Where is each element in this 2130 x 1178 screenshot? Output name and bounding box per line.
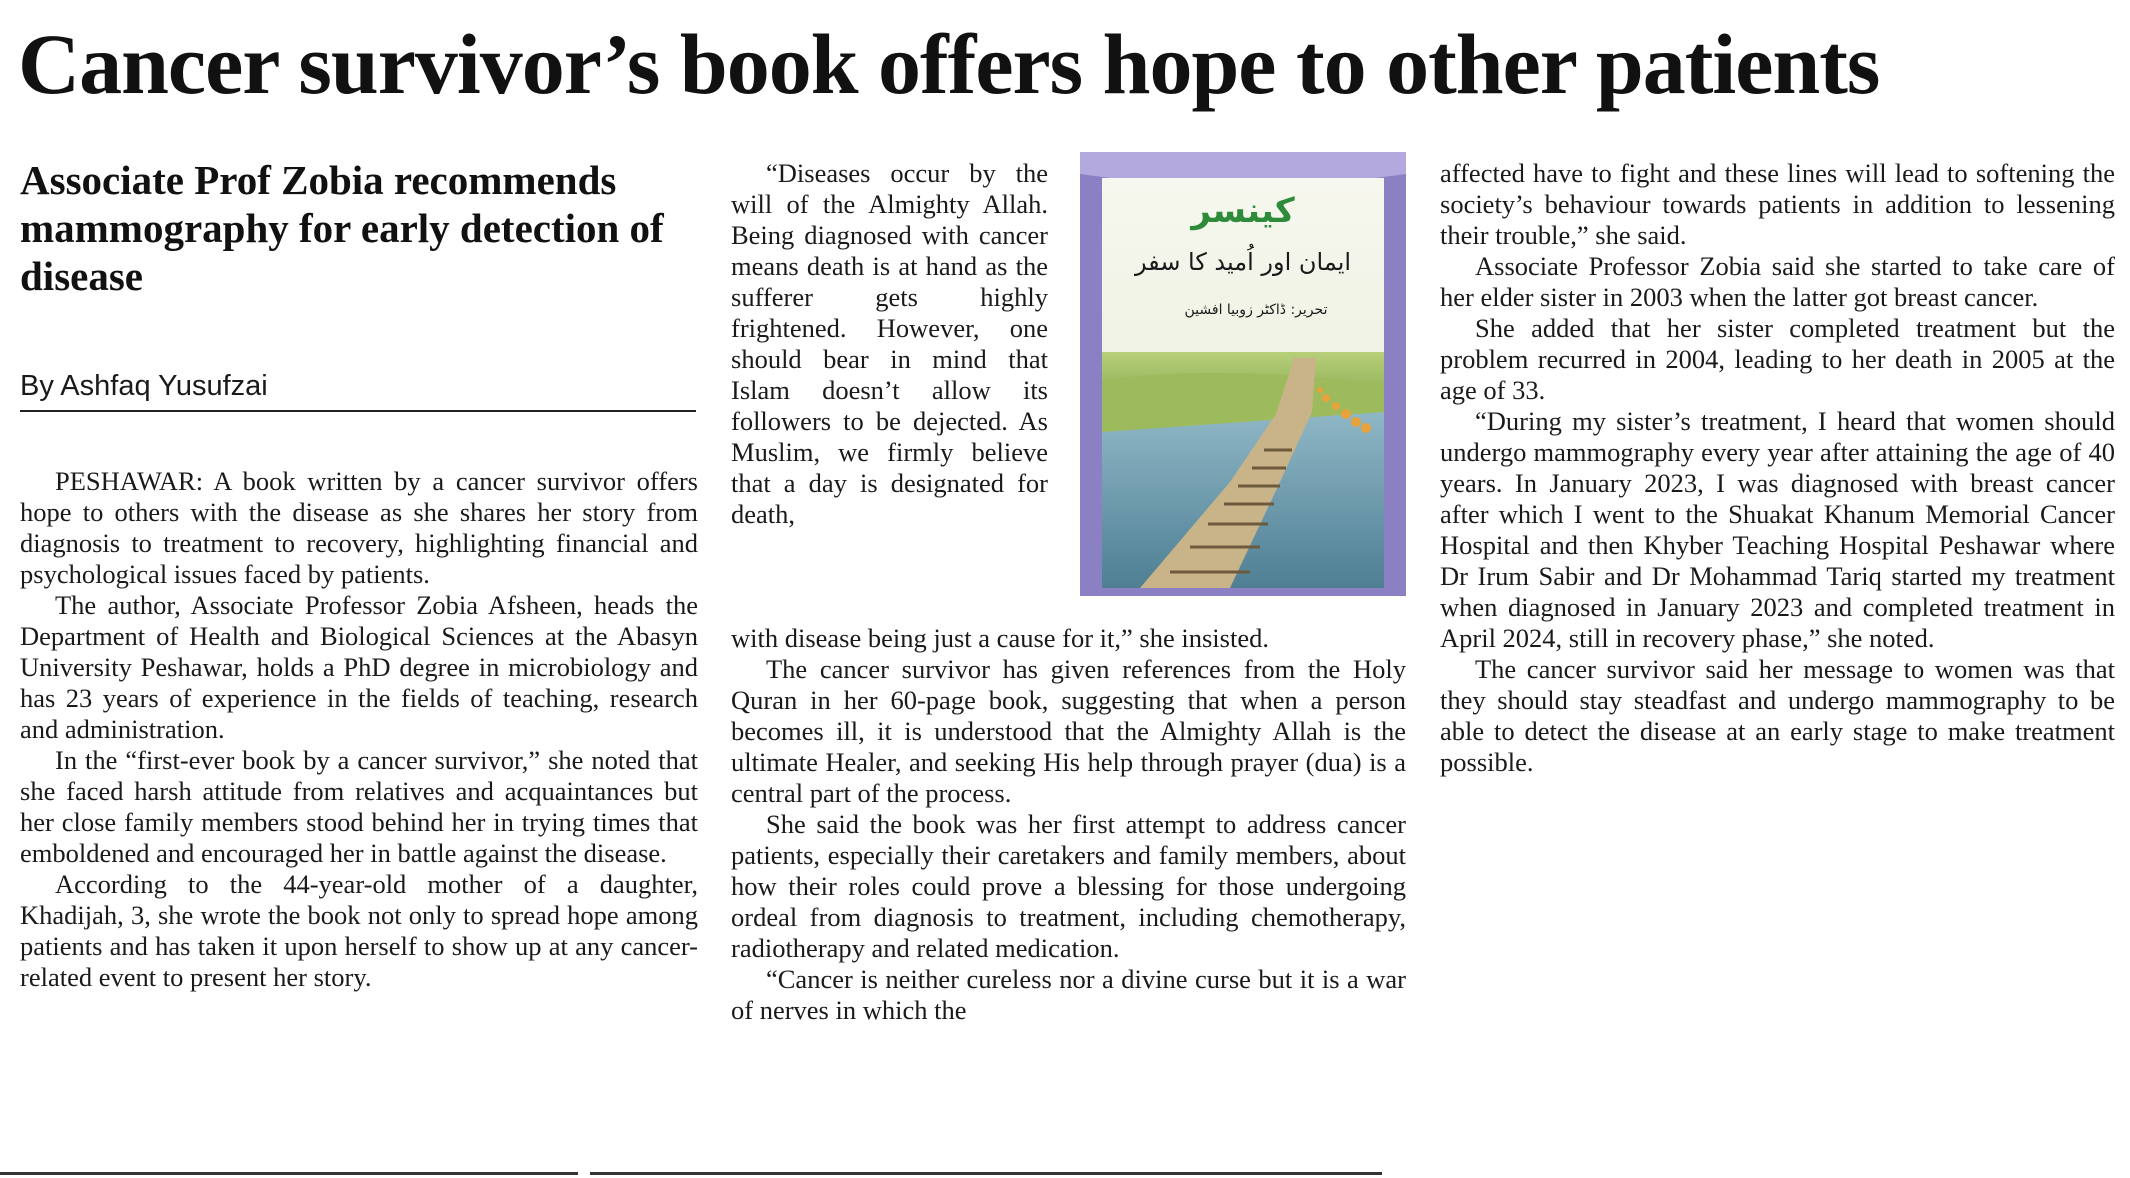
- paragraph: “During my sister’s treatment, I heard that women should undergo mammography every year after attaining the age of 40 years. In January 2023, I was diagnosed with breast cancer after which I went to the Shuakat Khanum Memorial Cancer Hospital and then Khyber Teaching Hospital Peshawar where Dr Irum Sabir and Dr Mohammad Tariq started my treatment when diagnosed in January 2023 and completed treatment in April 2024, still in recovery phase,” she noted.: [1440, 406, 2115, 653]
- book-title-urdu: کینسر: [1191, 191, 1295, 231]
- book-author-urdu: تحریر: ڈاکٹر زوبیا افشین: [1184, 302, 1328, 318]
- article-column-2-top: [731, 158, 1048, 530]
- paragraph: According to the 44-year-old mother of a daughter, Khadijah, 3, she wrote the book not only to spread hope among patients and has taken it upon herself to show up at any cancer-related event to present her story.: [20, 869, 698, 992]
- paragraph: In the “first-ever book by a cancer survivor,” she noted that she faced harsh attitude from relatives and acquaintances but her close family members stood behind her in trying times that emboldened and encouraged her in battle against the disease.: [20, 745, 698, 868]
- paragraph: The cancer survivor said her message to women was that they should stay steadfast and undergo mammography to be able to detect the disease at an early stage to make treatment possible.: [1440, 654, 2115, 777]
- paragraph: “Diseases occur by the will of the Almighty Allah. Being diagnosed with cancer means death is at hand as the sufferer gets highly frightened. However, one should bear in mind that Islam doesn’t allow its followers to be dejected. As Muslim, we firmly believe that a day is designated for death,: [731, 158, 1048, 529]
- article-column-2: [731, 623, 1406, 1026]
- byline: By Ashfaq Yusufzai: [20, 368, 696, 412]
- article-column-3: [1440, 158, 2115, 778]
- bottom-rule: [0, 1172, 578, 1175]
- paragraph-continued: with disease being just a cause for it,” she insisted.: [731, 623, 1269, 653]
- book-cover-image: [1080, 152, 1406, 596]
- paragraph: Associate Professor Zobia said she started to take care of her elder sister in 2003 when the latter got breast cancer.: [1440, 251, 2115, 312]
- bottom-rule: [590, 1172, 1382, 1175]
- paragraph: She added that her sister completed treatment but the problem recurred in 2004, leading to her death in 2005 at the age of 33.: [1440, 313, 2115, 405]
- paragraph-continued: affected have to fight and these lines will lead to softening the society’s behaviour towards patients in addition to lessening their trouble,” she said.: [1440, 158, 2115, 250]
- paragraph: The author, Associate Professor Zobia Afsheen, heads the Department of Health and Biological Sciences at the Abasyn University Peshawar, holds a PhD degree in microbiology and has 23 years of experience in the fields of teaching, research and administration.: [20, 590, 698, 744]
- paragraph: PESHAWAR: A book written by a cancer survivor offers hope to others with the disease as she shares her story from diagnosis to treatment to recovery, highlighting financial and psychological issues faced by patients.: [20, 466, 698, 589]
- paragraph: “Cancer is neither cureless nor a divine curse but it is a war of nerves in which the: [731, 964, 1406, 1025]
- headline: Cancer survivor’s book offers hope to other patients: [18, 16, 1880, 112]
- subheadline: Associate Prof Zobia recommends mammography for early detection of disease: [20, 157, 664, 299]
- paragraph: She said the book was her first attempt to address cancer patients, especially their caretakers and family members, about how their roles could prove a blessing for those undergoing ordeal from diagnosis to treatment, including chemotherapy, radiotherapy and related medication.: [731, 809, 1406, 963]
- paragraph: The cancer survivor has given references from the Holy Quran in her 60-page book, suggesting that when a person becomes ill, it is understood that the Almighty Allah is the ultimate Healer, and seeking His help through prayer (dua) is a central part of the process.: [731, 654, 1406, 808]
- book-subtitle-urdu: ایمان اور اُمید کا سفر: [1134, 248, 1352, 276]
- article-column-1: [20, 466, 698, 993]
